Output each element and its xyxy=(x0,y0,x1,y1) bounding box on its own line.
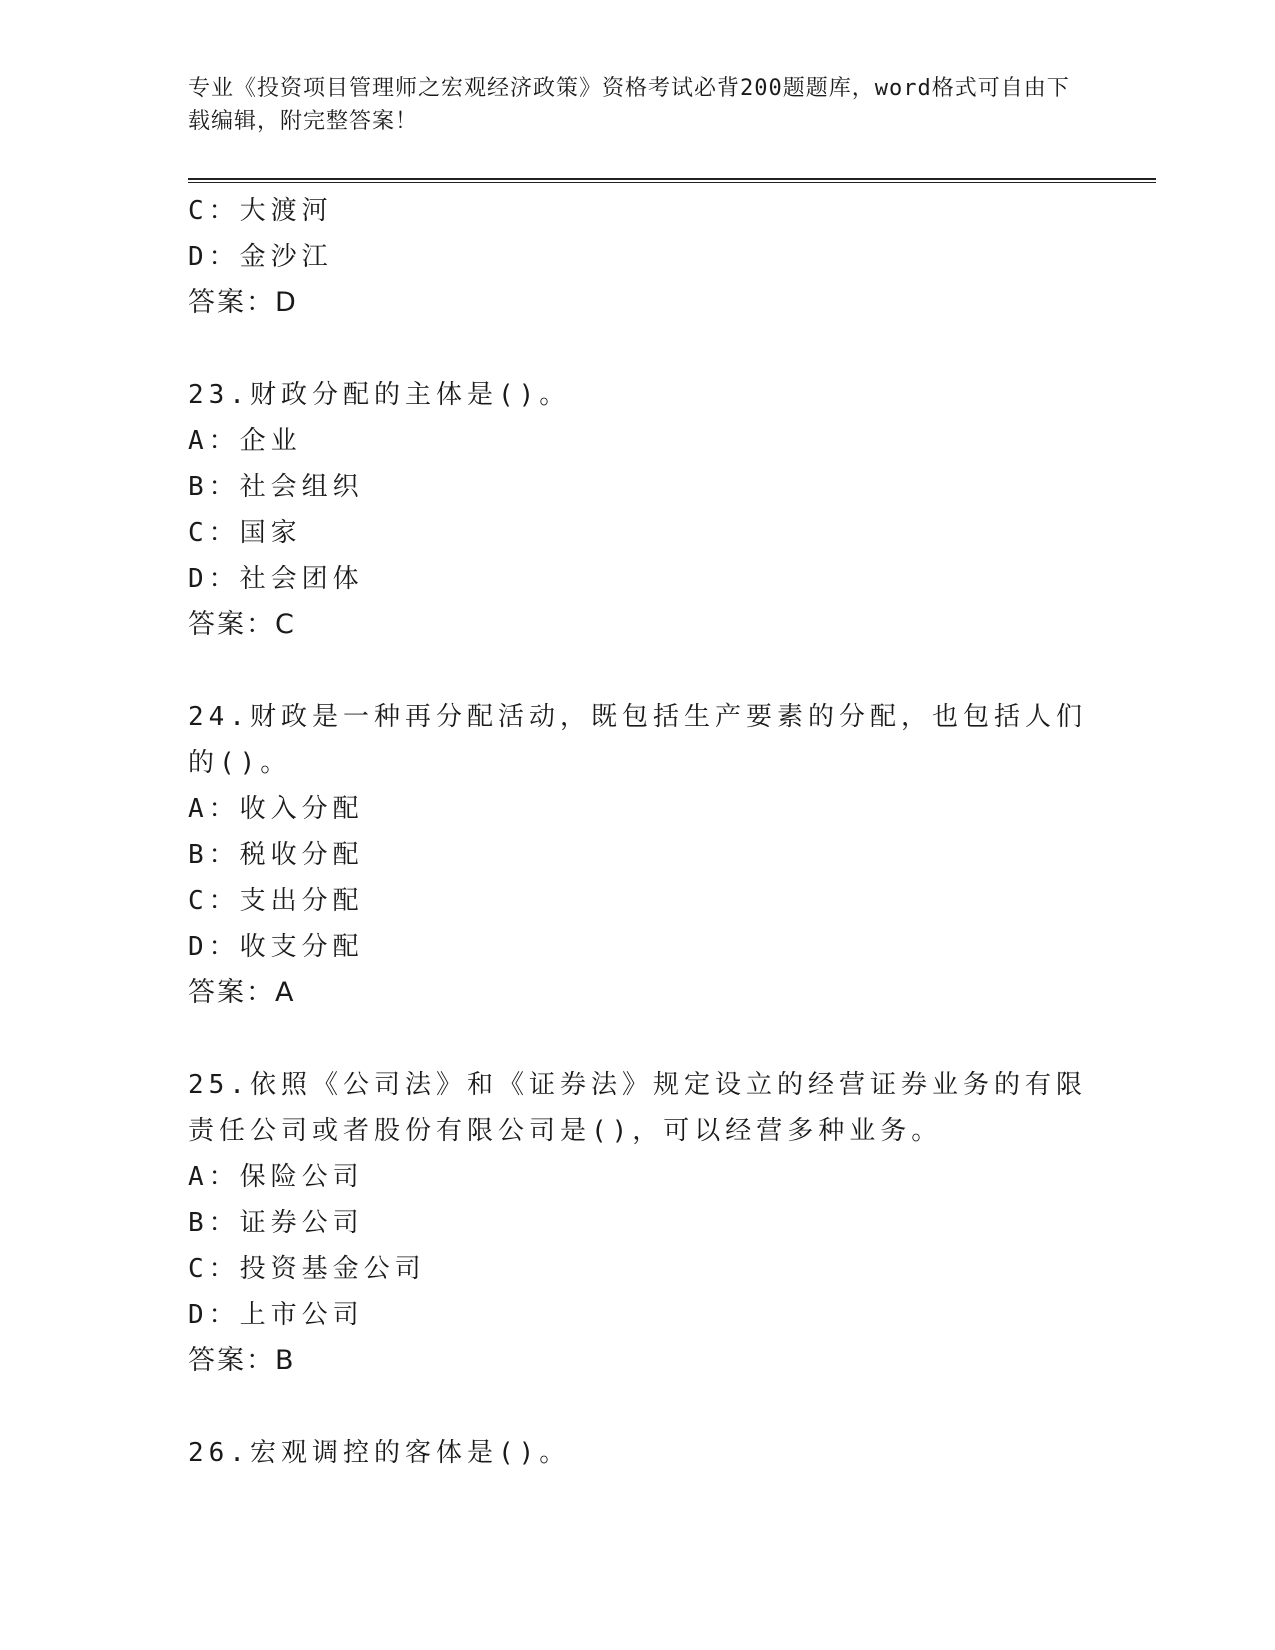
spacer xyxy=(188,1016,1088,1062)
option-c: C：支出分配 xyxy=(188,886,364,916)
question-stem: 24.财政是一种再分配活动，既包括生产要素的分配，也包括人们的()。 xyxy=(188,702,1087,778)
option-d: D：上市公司 xyxy=(188,1300,364,1330)
answer-line: 答案：C xyxy=(188,609,296,640)
answer-line: 答案：A xyxy=(188,977,296,1008)
header-divider xyxy=(188,178,1156,183)
spacer xyxy=(188,648,1088,694)
option-c: C：国家 xyxy=(188,518,302,548)
spacer xyxy=(188,326,1088,372)
option-c: C：大渡河 xyxy=(188,196,333,226)
option-d: D：金沙江 xyxy=(188,242,333,272)
option-b: B：证券公司 xyxy=(188,1208,364,1238)
option-a: A：收入分配 xyxy=(188,794,364,824)
option-a: A：保险公司 xyxy=(188,1162,364,1192)
answer-line: 答案：D xyxy=(188,287,298,318)
question-stem: 23.财政分配的主体是()。 xyxy=(188,380,571,410)
question-stem: 26.宏观调控的客体是()。 xyxy=(188,1438,571,1468)
spacer xyxy=(188,1384,1088,1430)
document-header xyxy=(188,72,1088,138)
option-c: C：投资基金公司 xyxy=(188,1254,426,1284)
option-a: A：企业 xyxy=(188,426,302,456)
option-d: D：社会团体 xyxy=(188,564,364,594)
document-title: 专业《投资项目管理师之宏观经济政策》资格考试必背200题题库，word格式可自由下载编辑，附完整答案！ xyxy=(188,76,1070,134)
answer-line: 答案：B xyxy=(188,1345,296,1376)
option-b: B：社会组织 xyxy=(188,472,364,502)
option-d: D：收支分配 xyxy=(188,932,364,962)
question-list xyxy=(188,188,1088,1476)
question-stem: 25.依照《公司法》和《证券法》规定设立的经营证券业务的有限责任公司或者股份有限公司是()，可以经营多种业务。 xyxy=(188,1070,1087,1146)
option-b: B：税收分配 xyxy=(188,840,364,870)
